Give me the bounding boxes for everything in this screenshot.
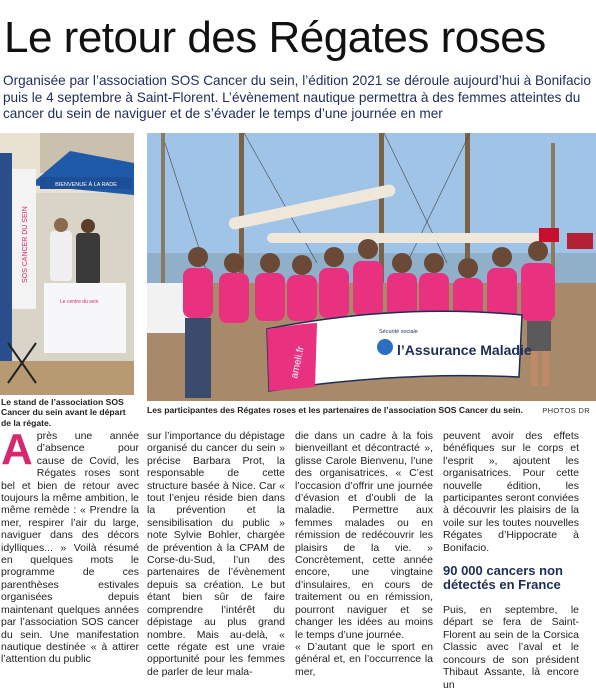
body-column-4-text: peuvent avoir des effets bénéfiques sur le corps et l’esprit », ajoutent les organisatrices. Pour cette nouvelle édition, les participantes seront conviées à découvrir les plaisirs de la voile sur les toutes nouvelles Régates d’Hippocrate à Bonifacio. (443, 430, 579, 554)
caption-stand: Le stand de l’association SOS Cancer du sein avant le départ de la régate. (1, 397, 126, 428)
banner-small-text: Sécurité sociale (379, 329, 418, 335)
photo-participants (147, 133, 596, 401)
body-column-4-text-b: Puis, en septembre, le départ se fera de Saint-Florent au sein de la Corsica Classic avec l’aval et le concours de son président Thibaut Assante, là encore un (443, 604, 579, 691)
table-text: Le centre du sein (60, 299, 99, 305)
body-column-3 (295, 430, 433, 678)
subheading: 90 000 cancers non détectés en France (443, 563, 563, 593)
body-column-1-text: près une année d’absence pour cause de Covid, les Régates roses sont bel et bien de retour avec toujours la même ambition, le même remède : « Prendre la mer, respirer l’air du large, naviguer dans des décors idylliques... » Voilà résumé en quelques mots le programme de ces parenthèses estivales organisées depuis maintenant quelques années par l’association SOS cancer du sein. Une manifestation nautique destinée « à attirer l’attention du public (1, 430, 139, 666)
photo-participants-illustration (147, 133, 596, 401)
caption-participants: Les participantes des Régates roses et les partenaires de l’association SOS Cancer du sein. (147, 405, 523, 415)
body-column-4 (443, 430, 579, 691)
photo-stand (0, 133, 134, 395)
dropcap: A (1, 425, 33, 474)
photo-credit: PHOTOS DR (542, 406, 590, 415)
body-column-1 (1, 425, 139, 666)
standfirst: Organisée par l’association SOS Cancer du sein, l’édition 2021 se déroule aujourd’hui à Bonifacio puis le 4 septembre à Saint-Florent. L’évènement nautique permettra à des femmes atteintes du cancer du sein de naviguer et de s’évader le temps d’une journée en mer (3, 73, 591, 122)
body-column-2 (147, 430, 285, 678)
headline: Le retour des Régates roses (4, 13, 546, 62)
body-column-3-text: die dans un cadre à la fois bienveillant et décontracté », glisse Carole Bienvenu, l’une des organisatrices. « C’est l’occasion d’offrir une journée d’évasion et d’oubli de la maladie. Permettre aux femmes malades ou en rémission de redécouvrir les plaisirs de la vie. » Concrètement, cette année encore, une vingtaine d’insulaires, en cours de traitement ou en rémission, pourront naviguer et se changer les idées au moins le temps d’une journée. (295, 430, 433, 641)
body-column-2-text: sur l’importance du dépistage organisé du cancer du sein » précise Barbara Prot, la responsable de cette structure basée à Nice. Car « tout l’enjeu réside bien dans la prévention et la sensibilisation du public » note Sylvie Bohler, chargée de prévention à la CPAM de Corse-du-Sud, l’un des partenaires de l’évènement depuis sa création. Le but étant bien sûr de faire comprendre l’intérêt du dépistage au plus grand nombre. Mais au-delà, « cette régate est une vraie opportunité pour les femmes de parler de leur mala- (147, 430, 285, 678)
banner-side-text: ameli.fr (289, 345, 307, 380)
body-column-3-text-b: « D’autant que le sport en général et, en l’occurrence la mer, (295, 640, 433, 678)
photo-stand-illustration (0, 133, 134, 395)
tent-text: BIENVENUE À LA RADE (55, 182, 117, 188)
banner-text: SOS CANCER DU SEIN (22, 206, 29, 283)
banner-brand-text: l’Assurance Maladie (397, 342, 532, 358)
